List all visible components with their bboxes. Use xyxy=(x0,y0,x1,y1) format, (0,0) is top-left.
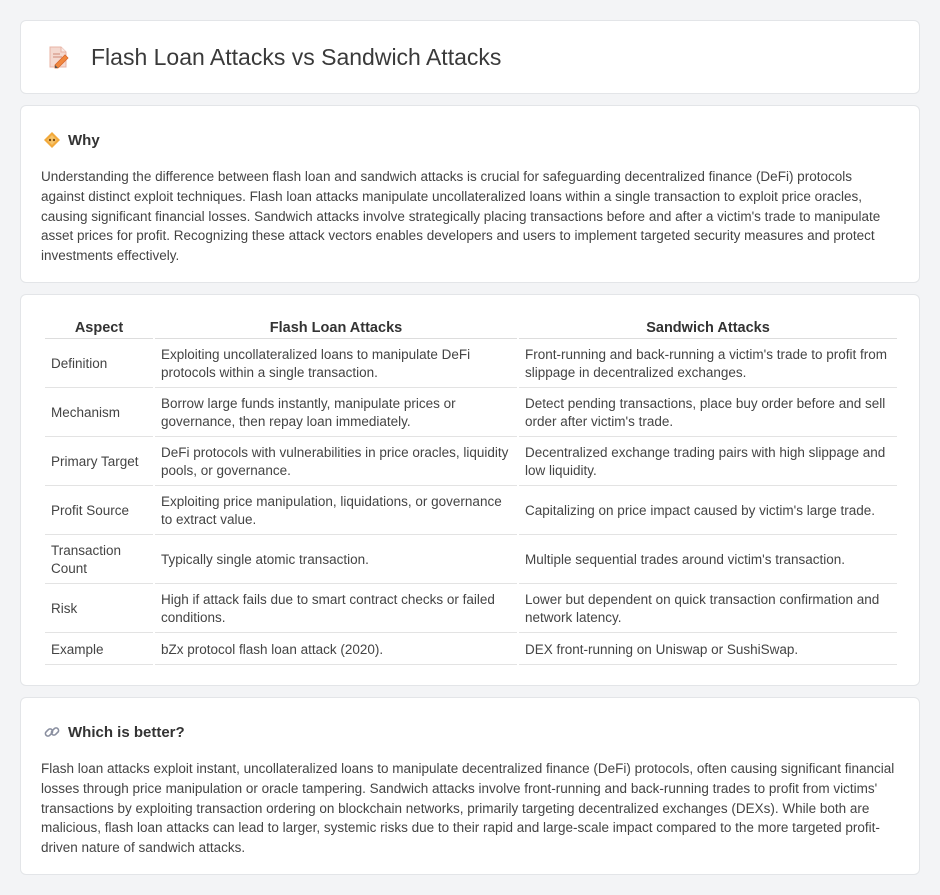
table-row xyxy=(45,537,897,584)
column-header: Sandwich Attacks xyxy=(519,317,897,339)
why-heading: Why xyxy=(68,131,100,149)
aspect-cell: Risk xyxy=(45,586,153,633)
better-heading: Which is better? xyxy=(68,723,185,741)
flash-loan-cell: Exploiting price manipulation, liquidations, or governance to extract value. xyxy=(155,488,517,535)
table-row xyxy=(45,488,897,535)
aspect-cell: Example xyxy=(45,635,153,665)
sandwich-cell: Front-running and back-running a victim's trade to profit from slippage in decentralized exchanges. xyxy=(519,341,897,388)
which-better-card xyxy=(20,697,920,875)
table-row xyxy=(45,390,897,437)
why-card xyxy=(20,105,920,283)
why-text: Understanding the difference between flash loan and sandwich attacks is crucial for safeguarding decentralized finance (DeFi) protocols against distinct exploit techniques. Flash loan attacks manipulate uncollateralized loans within a single transaction to exploit price oracles, causing significant financial losses. Sandwich attacks involve strategically placing transactions before and after a victim's trade to manipulate asset prices for profit. Recognizing these attack vectors enables developers and users to implement targeted security measures and protect investments effectively. xyxy=(41,169,881,264)
column-header: Aspect xyxy=(45,317,153,339)
table-row xyxy=(45,341,897,388)
flash-loan-cell: Typically single atomic transaction. xyxy=(155,537,517,584)
aspect-cell: Mechanism xyxy=(45,390,153,437)
sandwich-cell: Decentralized exchange trading pairs with high slippage and low liquidity. xyxy=(519,439,897,486)
flash-loan-cell: High if attack fails due to smart contract checks or failed conditions. xyxy=(155,586,517,633)
why-header xyxy=(21,106,919,151)
flash-loan-cell: DeFi protocols with vulnerabilities in price oracles, liquidity pools, or governance. xyxy=(155,439,517,486)
sandwich-cell: Lower but dependent on quick transaction confirmation and network latency. xyxy=(519,586,897,633)
sandwich-cell: Detect pending transactions, place buy order before and sell order after victim's trade. xyxy=(519,390,897,437)
table-row xyxy=(45,586,897,633)
flash-loan-cell: bZx protocol flash loan attack (2020). xyxy=(155,635,517,665)
title-row xyxy=(21,21,919,93)
table-row xyxy=(45,635,897,665)
table-row xyxy=(45,439,897,486)
aspect-cell: Profit Source xyxy=(45,488,153,535)
aspect-cell: Primary Target xyxy=(45,439,153,486)
comparison-table xyxy=(43,315,899,667)
better-text: Flash loan attacks exploit instant, uncollateralized loans to manipulate decentralized finance (DeFi) protocols, often causing significant financial losses through price manipulation or oracle tampering. Sandwich attacks involve front-running and back-running trades to profit from victims' transactions by exploiting transaction ordering on blockchain networks, primarily targeting decentralized exchanges (DEXs). While both are malicious, flash loan attacks can lead to larger, systemic risks due to their rapid and large-scale impact compared to the more targeted profit-driven nature of sandwich attacks. xyxy=(41,761,895,856)
flash-loan-cell: Borrow large funds instantly, manipulate prices or governance, then repay loan immediately. xyxy=(155,390,517,437)
title-card xyxy=(20,20,920,94)
link-icon xyxy=(43,723,61,741)
table-header-row xyxy=(45,317,897,339)
column-header: Flash Loan Attacks xyxy=(155,317,517,339)
sandwich-cell: Multiple sequential trades around victim's transaction. xyxy=(519,537,897,584)
flash-loan-cell: Exploiting uncollateralized loans to manipulate DeFi protocols within a single transaction. xyxy=(155,341,517,388)
comparison-card xyxy=(20,294,920,686)
sandwich-cell: Capitalizing on price impact caused by victim's large trade. xyxy=(519,488,897,535)
aspect-cell: Definition xyxy=(45,341,153,388)
document-edit-icon xyxy=(45,44,71,70)
page-title: Flash Loan Attacks vs Sandwich Attacks xyxy=(91,43,502,70)
sandwich-cell: DEX front-running on Uniswap or SushiSwap. xyxy=(519,635,897,665)
diamond-icon xyxy=(43,131,61,149)
better-header xyxy=(21,698,919,743)
aspect-cell: Transaction Count xyxy=(45,537,153,584)
